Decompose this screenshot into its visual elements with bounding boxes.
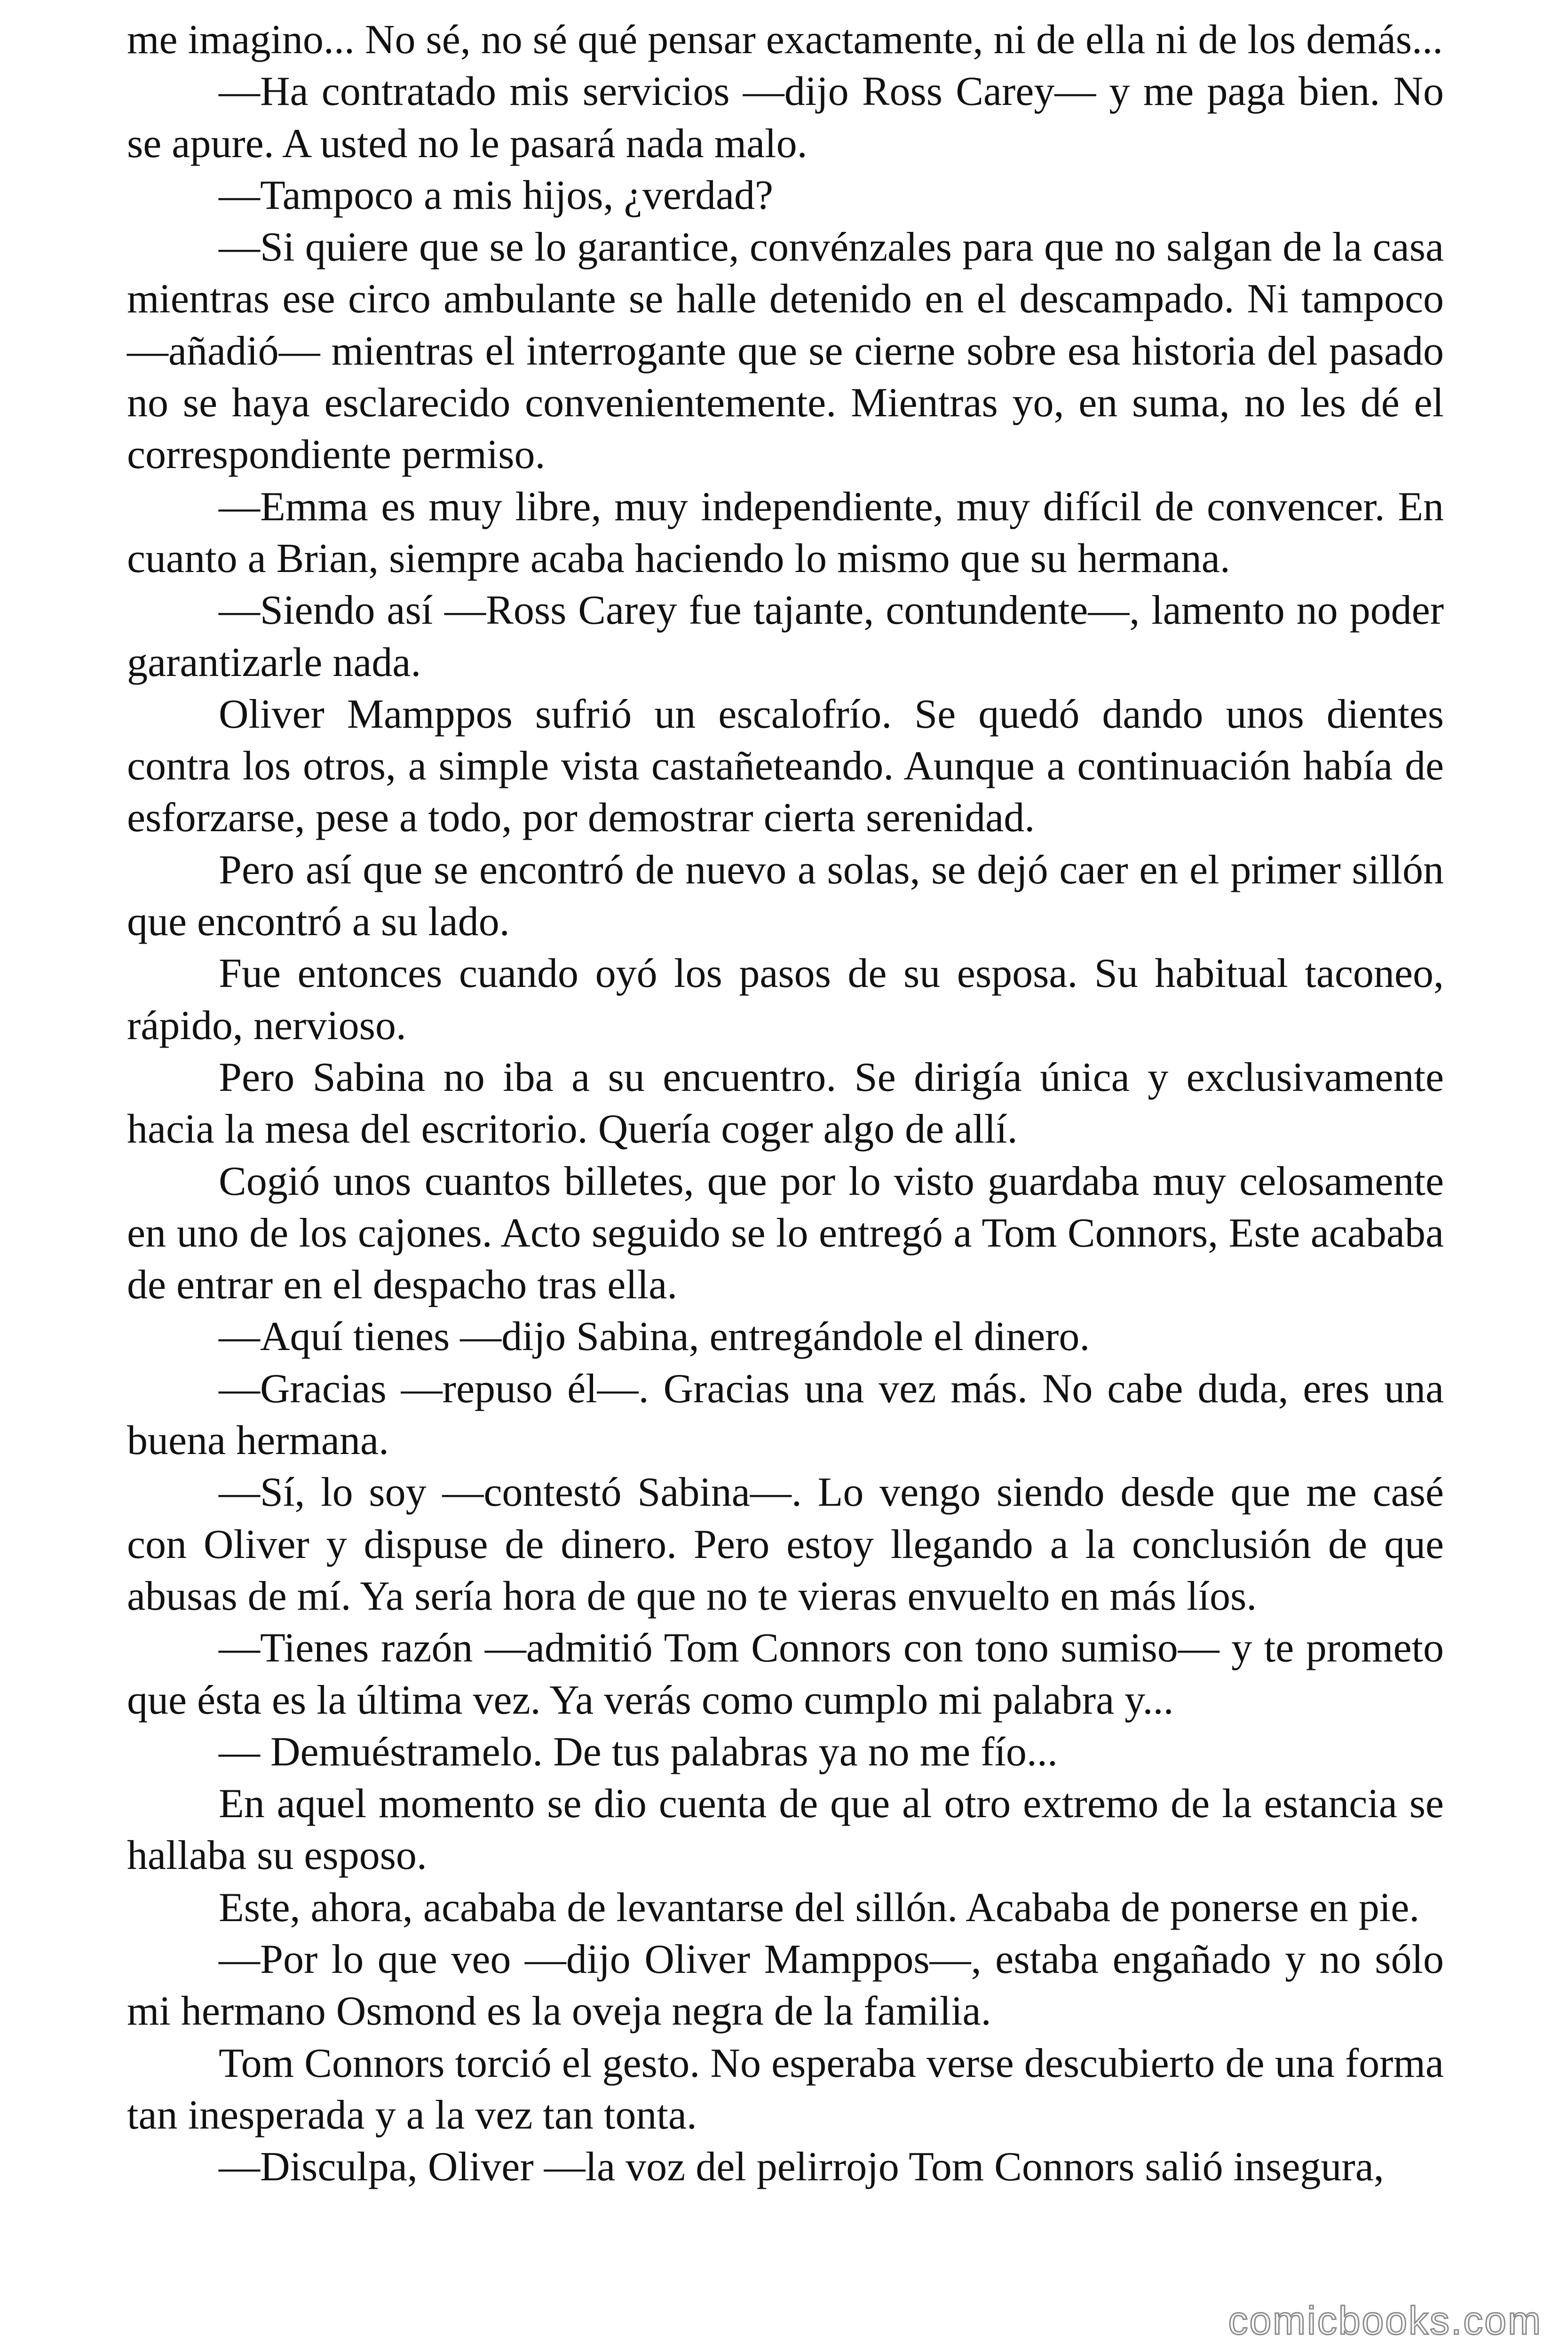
paragraph: — Demuéstramelo. De tus palabras ya no me fío... — [219, 1729, 1058, 1775]
paragraph: —Si quiere que se lo garantice, convénzales para que no salgan de la casa mientras ese circo ambulante se halle detenido en el descampado. Ni tampoco —añadió— mientras el interrogante que se cierne sobre esa historia del pasado no se haya esclarecido convenientemente. Mientras yo, en suma, no les dé el correspondiente permiso. — [127, 224, 1444, 478]
paragraph: —Sí, lo soy —contestó Sabina—. Lo vengo siendo desde que me casé con Oliver y dispuse de dinero. Pero estoy llegando a la conclusión de que abusas de mí. Ya sería hora de que no te vieras envuelto en más líos. — [127, 1470, 1444, 1619]
paragraph: me imagino... No sé, no sé qué pensar exactamente, ni de ella ni de los demás... — [127, 17, 1443, 63]
paragraph: Tom Connors torció el gesto. No esperaba verse descubierto de una forma tan inesperada y a la vez tan tonta. — [127, 2040, 1444, 2138]
paragraph: —Tampoco a mis hijos, ¿verdad? — [219, 172, 774, 218]
paragraph: Cogió unos cuantos billetes, que por lo visto guardaba muy celosamente en uno de los cajones. Acto seguido se lo entregó a Tom Connors, Este acababa de entrar en el despacho tras ella. — [127, 1158, 1444, 1308]
paragraph: —Tienes razón —admitió Tom Connors con tono sumiso— y te prometo que ésta es la última vez. Ya verás como cumplo mi palabra y... — [127, 1625, 1444, 1723]
paragraph: —Siendo así —Ross Carey fue tajante, contundente—, lamento no poder garantizarle nada. — [127, 588, 1444, 685]
paragraph: Pero Sabina no iba a su encuentro. Se dirigía única y exclusivamente hacia la mesa del escritorio. Quería coger algo de allí. — [127, 1054, 1444, 1152]
paragraph: —Gracias —repuso él—. Gracias una vez más. No cabe duda, eres una buena hermana. — [127, 1366, 1444, 1464]
paragraph: —Disculpa, Oliver —la voz del pelirrojo Tom Connors salió insegura, — [219, 2144, 1384, 2190]
paragraph: Oliver Mamppos sufrió un escalofrío. Se quedó dando unos dientes contra los otros, a simple vista castañeteando. Aunque a continuación había de esforzarse, pese a todo, por demostrar cierta serenidad. — [127, 691, 1444, 841]
paragraph: —Ha contratado mis servicios —dijo Ross Carey— y me paga bien. No se apure. A usted no le pasará nada malo. — [127, 69, 1444, 167]
paragraph: Este, ahora, acababa de levantarse del sillón. Acababa de ponerse en pie. — [219, 1884, 1420, 1931]
paragraph: Fue entonces cuando oyó los pasos de su esposa. Su habitual taconeo, rápido, nervioso. — [127, 951, 1444, 1049]
paragraph: —Aquí tienes —dijo Sabina, entregándole el dinero. — [219, 1314, 1090, 1360]
page-text — [127, 14, 1444, 2193]
paragraph: —Por lo que veo —dijo Oliver Mamppos—, estaba engañado y no sólo mi hermano Osmond es la oveja negra de la familia. — [127, 1936, 1444, 2034]
paragraph: —Emma es muy libre, muy independiente, muy difícil de convencer. En cuanto a Brian, siempre acaba haciendo lo mismo que su hermana. — [127, 484, 1444, 581]
watermark: comicbooks.com — [1228, 2298, 1542, 2343]
paragraph: En aquel momento se dio cuenta de que al otro extremo de la estancia se hallaba su esposo. — [127, 1781, 1444, 1879]
paragraph: Pero así que se encontró de nuevo a solas, se dejó caer en el primer sillón que encontró a su lado. — [127, 847, 1444, 945]
